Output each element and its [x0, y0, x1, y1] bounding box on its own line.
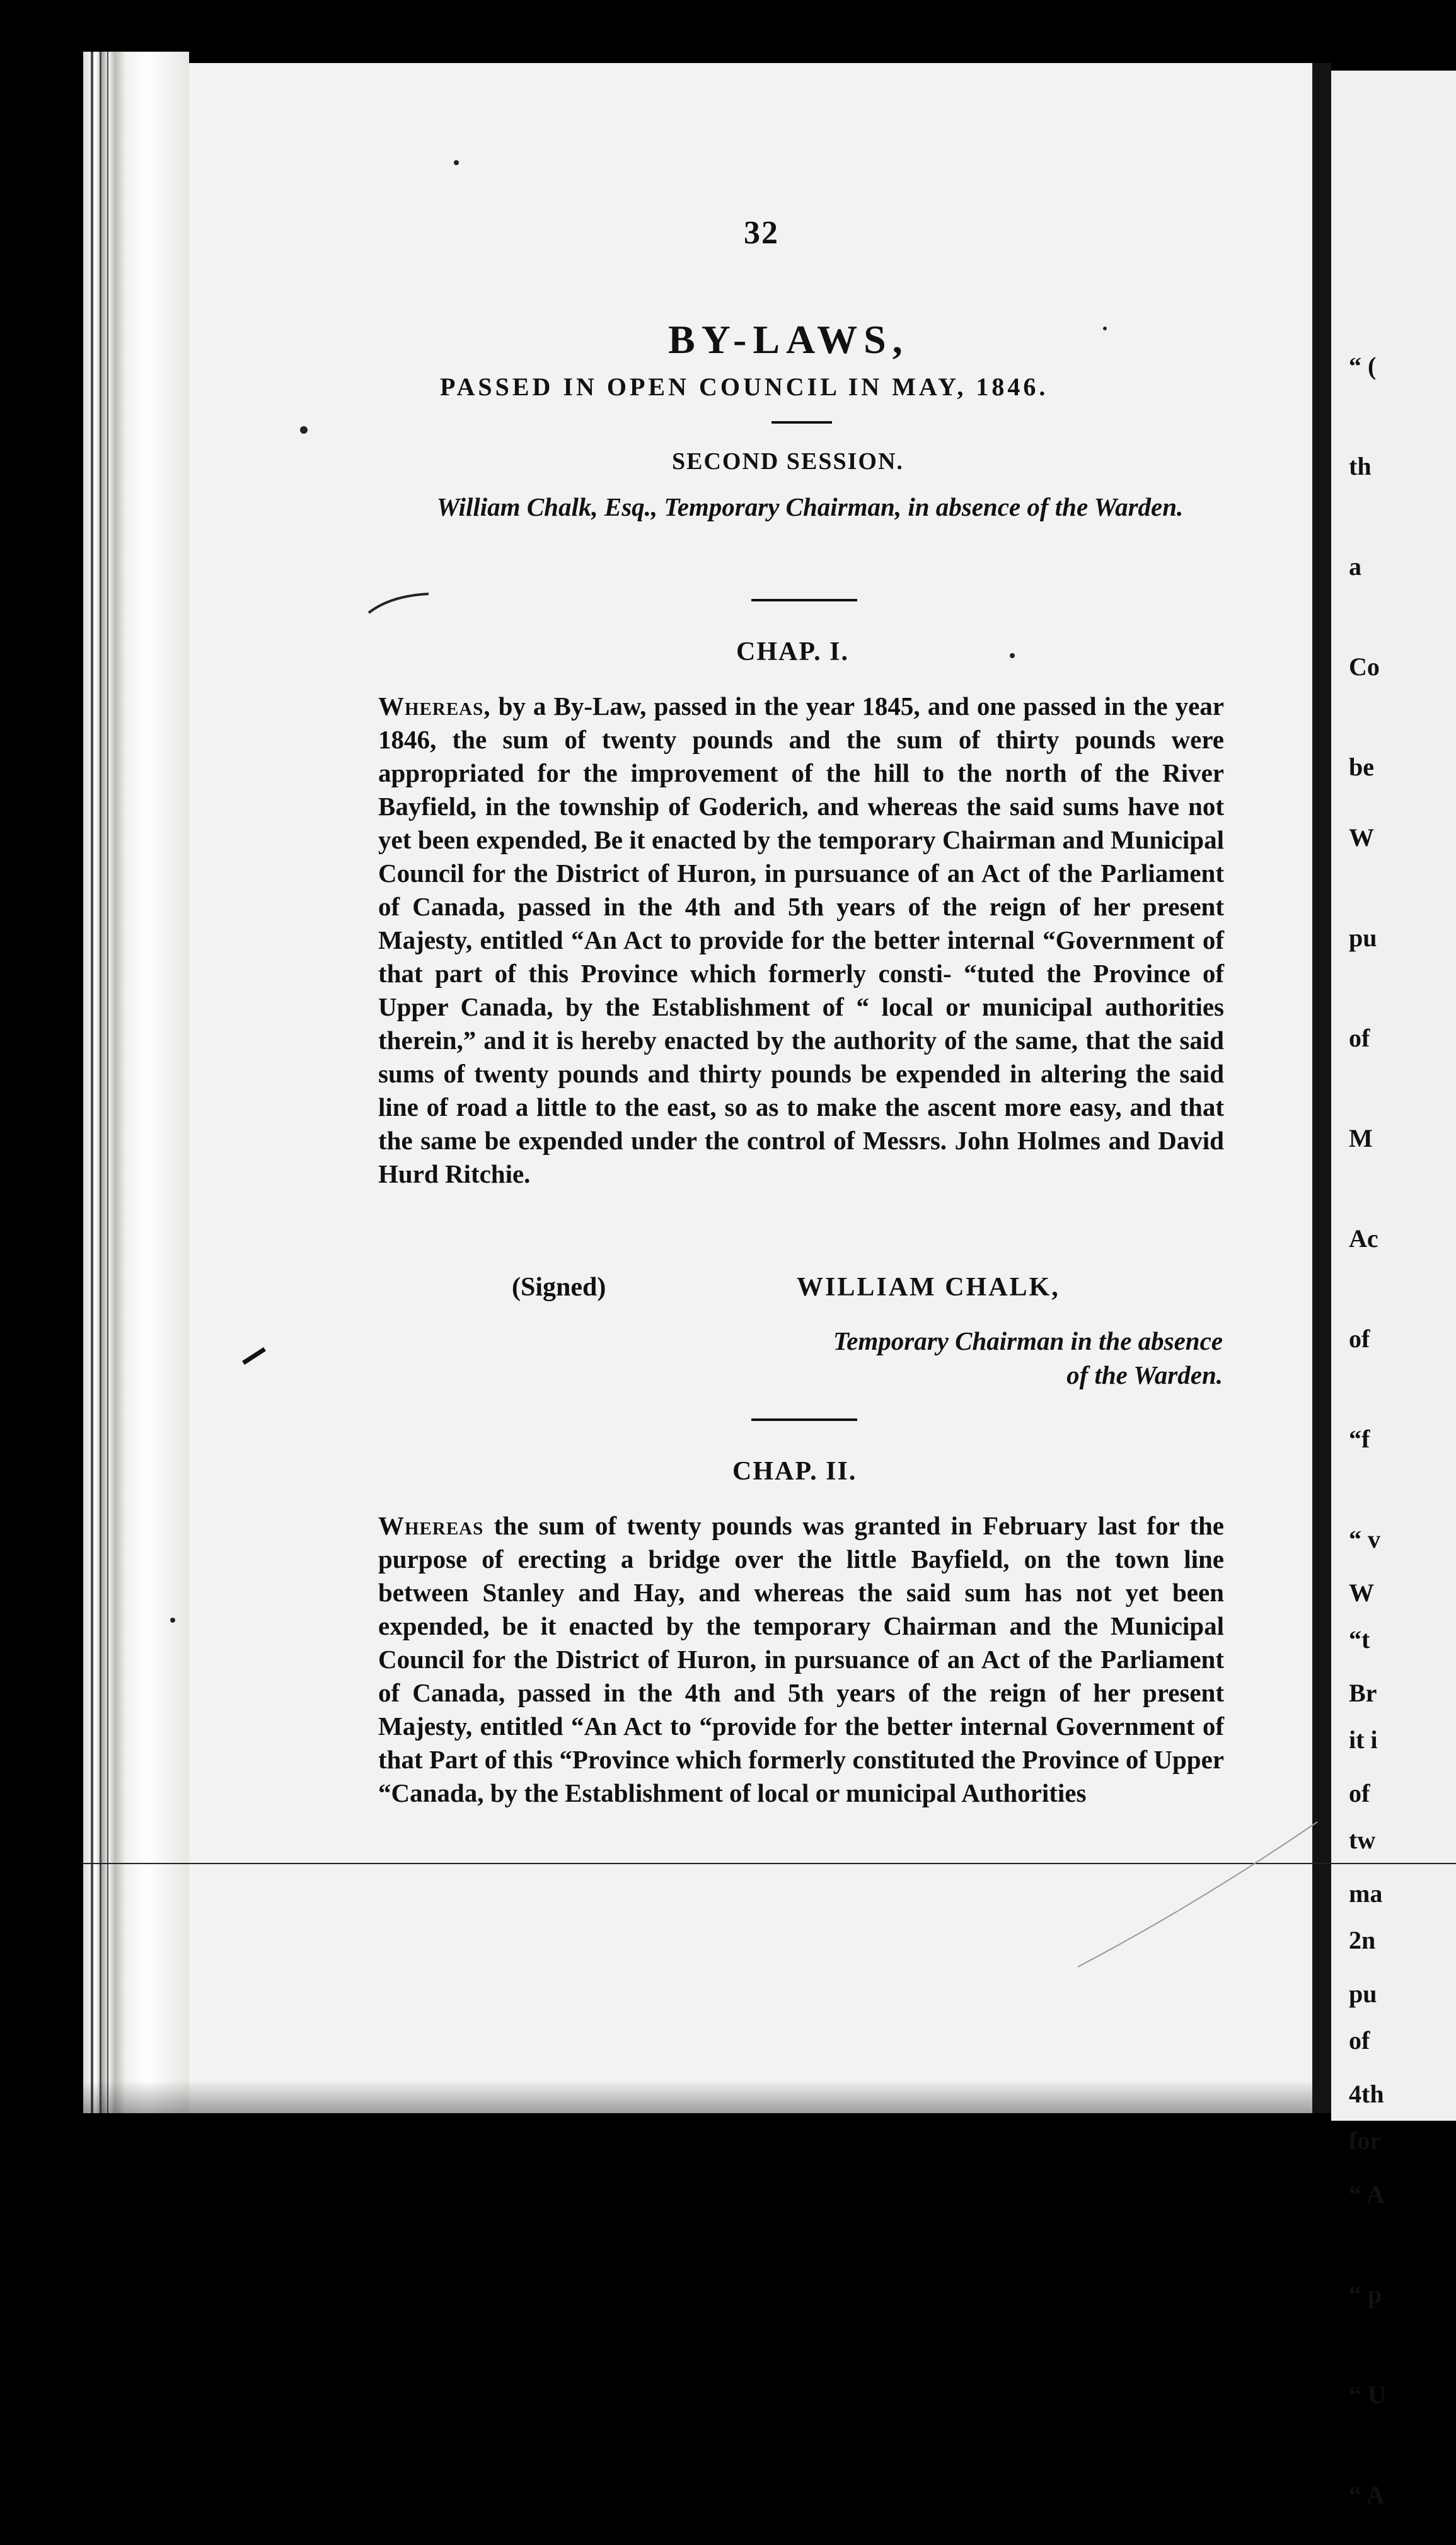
fragment-line: M — [1349, 1124, 1373, 1152]
fragment-line: “t — [1349, 1625, 1370, 1654]
fragment-line: pu — [1349, 924, 1377, 952]
ink-mark — [240, 1343, 271, 1368]
fragment-line: W — [1349, 1579, 1374, 1607]
fragment-line: of — [1349, 1325, 1370, 1353]
fragment-line: “ v — [1349, 1525, 1380, 1553]
fragment-line: “ A — [1349, 2481, 1385, 2509]
fragment-line: for — [1349, 2126, 1382, 2155]
title-rule — [771, 421, 832, 424]
fragment-line: ma — [1349, 1879, 1383, 1908]
fragment-line: a — [1349, 552, 1361, 581]
section-rule-2 — [751, 1418, 857, 1421]
fragment-line: pu — [1349, 1980, 1377, 2008]
fragment-line: Br — [1349, 1679, 1377, 1707]
fragment-line: W — [1349, 823, 1374, 852]
fragment-line: be — [1349, 753, 1374, 781]
scan-speck — [170, 1618, 175, 1623]
fragment-line: 2n — [1349, 1926, 1376, 1954]
fragment-line: it i — [1349, 1725, 1378, 1754]
page-number: 32 — [744, 215, 779, 251]
chapter-2-opening-word: Whereas — [378, 1511, 484, 1540]
fragment-line: “ A — [1349, 2180, 1385, 2208]
chapter-2-text: the sum of twenty pounds was granted in February last for the purpose of erecting a bridge over the little Bayfield, on the town line between Stanley and Hay, and whereas the said sum has not yet been expended, be it enacted by the temporary Chairman and the Municipal Council for the District of Huron, in pursuance of an Act of the Parliament of Canada, passed in the 4th and 5th years of the reign of her present Majesty, entitled “An Act to “provide for the better internal Government of that Part of this “Province which formerly constituted the Province of Upper “Canada, by the Establishment of local or municipal Authorities — [378, 1511, 1225, 1807]
fragment-line: tw — [1349, 1826, 1376, 1854]
page-title: BY-LAWS, — [668, 317, 909, 362]
chapter-2-heading: CHAP. II. — [732, 1457, 857, 1486]
chapter-2-body — [378, 1509, 1224, 1810]
fragment-line: “ ( — [1349, 352, 1377, 380]
signed-label: (Signed) — [512, 1273, 606, 1302]
page-binding-edge — [83, 52, 189, 2113]
fragment-line: of — [1349, 2026, 1370, 2055]
fragment-line: Ac — [1349, 1224, 1378, 1253]
chapter-1-heading: CHAP. I. — [736, 637, 849, 666]
fragment-line: th — [1349, 452, 1372, 480]
page-bottom-shadow — [83, 2080, 1312, 2113]
section-rule-1 — [751, 599, 857, 601]
fragment-line: of — [1349, 1024, 1370, 1052]
page-gutter — [1312, 63, 1331, 2113]
scan-speck — [454, 160, 459, 165]
adjacent-fragment-bottom — [1349, 1509, 1386, 2545]
signer-title: Temporary Chairman in the absence of the Warden. — [833, 1326, 1223, 1389]
adjacent-fragment-top — [1349, 282, 1380, 817]
fragment-line: 4th — [1349, 2080, 1384, 2108]
signer-name: WILLIAM CHALK, — [797, 1273, 1060, 1302]
pencil-mark — [366, 586, 435, 618]
fragment-line: Co — [1349, 652, 1380, 681]
fragment-line: of — [1349, 1779, 1370, 1807]
chapter-1-opening-word: Whereas, — [378, 692, 491, 721]
chapter-1-body — [378, 690, 1224, 1191]
page-subtitle: PASSED IN OPEN COUNCIL IN MAY, 1846. — [440, 373, 1049, 401]
session-heading: SECOND SESSION. — [672, 448, 904, 475]
scan-speck — [1010, 653, 1015, 658]
fragment-line: “ U — [1349, 2380, 1386, 2409]
scan-scratch — [1072, 1809, 1324, 1973]
scan-speck — [1103, 327, 1107, 330]
fragment-line: “f — [1349, 1425, 1370, 1453]
chapter-1-text: by a By-Law, passed in the year 1845, and one passed in the year 1846, the sum of twenty pounds and the sum of thirty pounds were appropriated for the improvement of the hill to the north of the River Bayfield, in the township of Goderich, and whereas the said sums have not yet been expended, Be it enacted by the temporary Chairman and Municipal Council for the District of Huron, in pursuance of an Act of the Parliament of Canada, passed in the 4th and 5th years of the reign of her present Majesty, entitled “An Act to provide for the better internal “Government of that part of this Province which formerly consti- “tuted the Province of Upper Canada, by the Establishment of “ local or municipal authorities therein,” and it is hereby enacted by the authority of the same, that the said sums of twenty pounds and thirty pounds be expended in altering the said line of road a little to the east, so as to make the ascent more easy, and that the same be expended under the control of Messrs. John Holmes and David Hurd Ritchie. — [378, 692, 1225, 1188]
fragment-line: “ p — [1349, 2280, 1382, 2309]
scan-speck — [300, 426, 308, 434]
chairman-line: William Chalk, Esq., Temporary Chairman, in absence of the Warden. — [436, 492, 1184, 521]
